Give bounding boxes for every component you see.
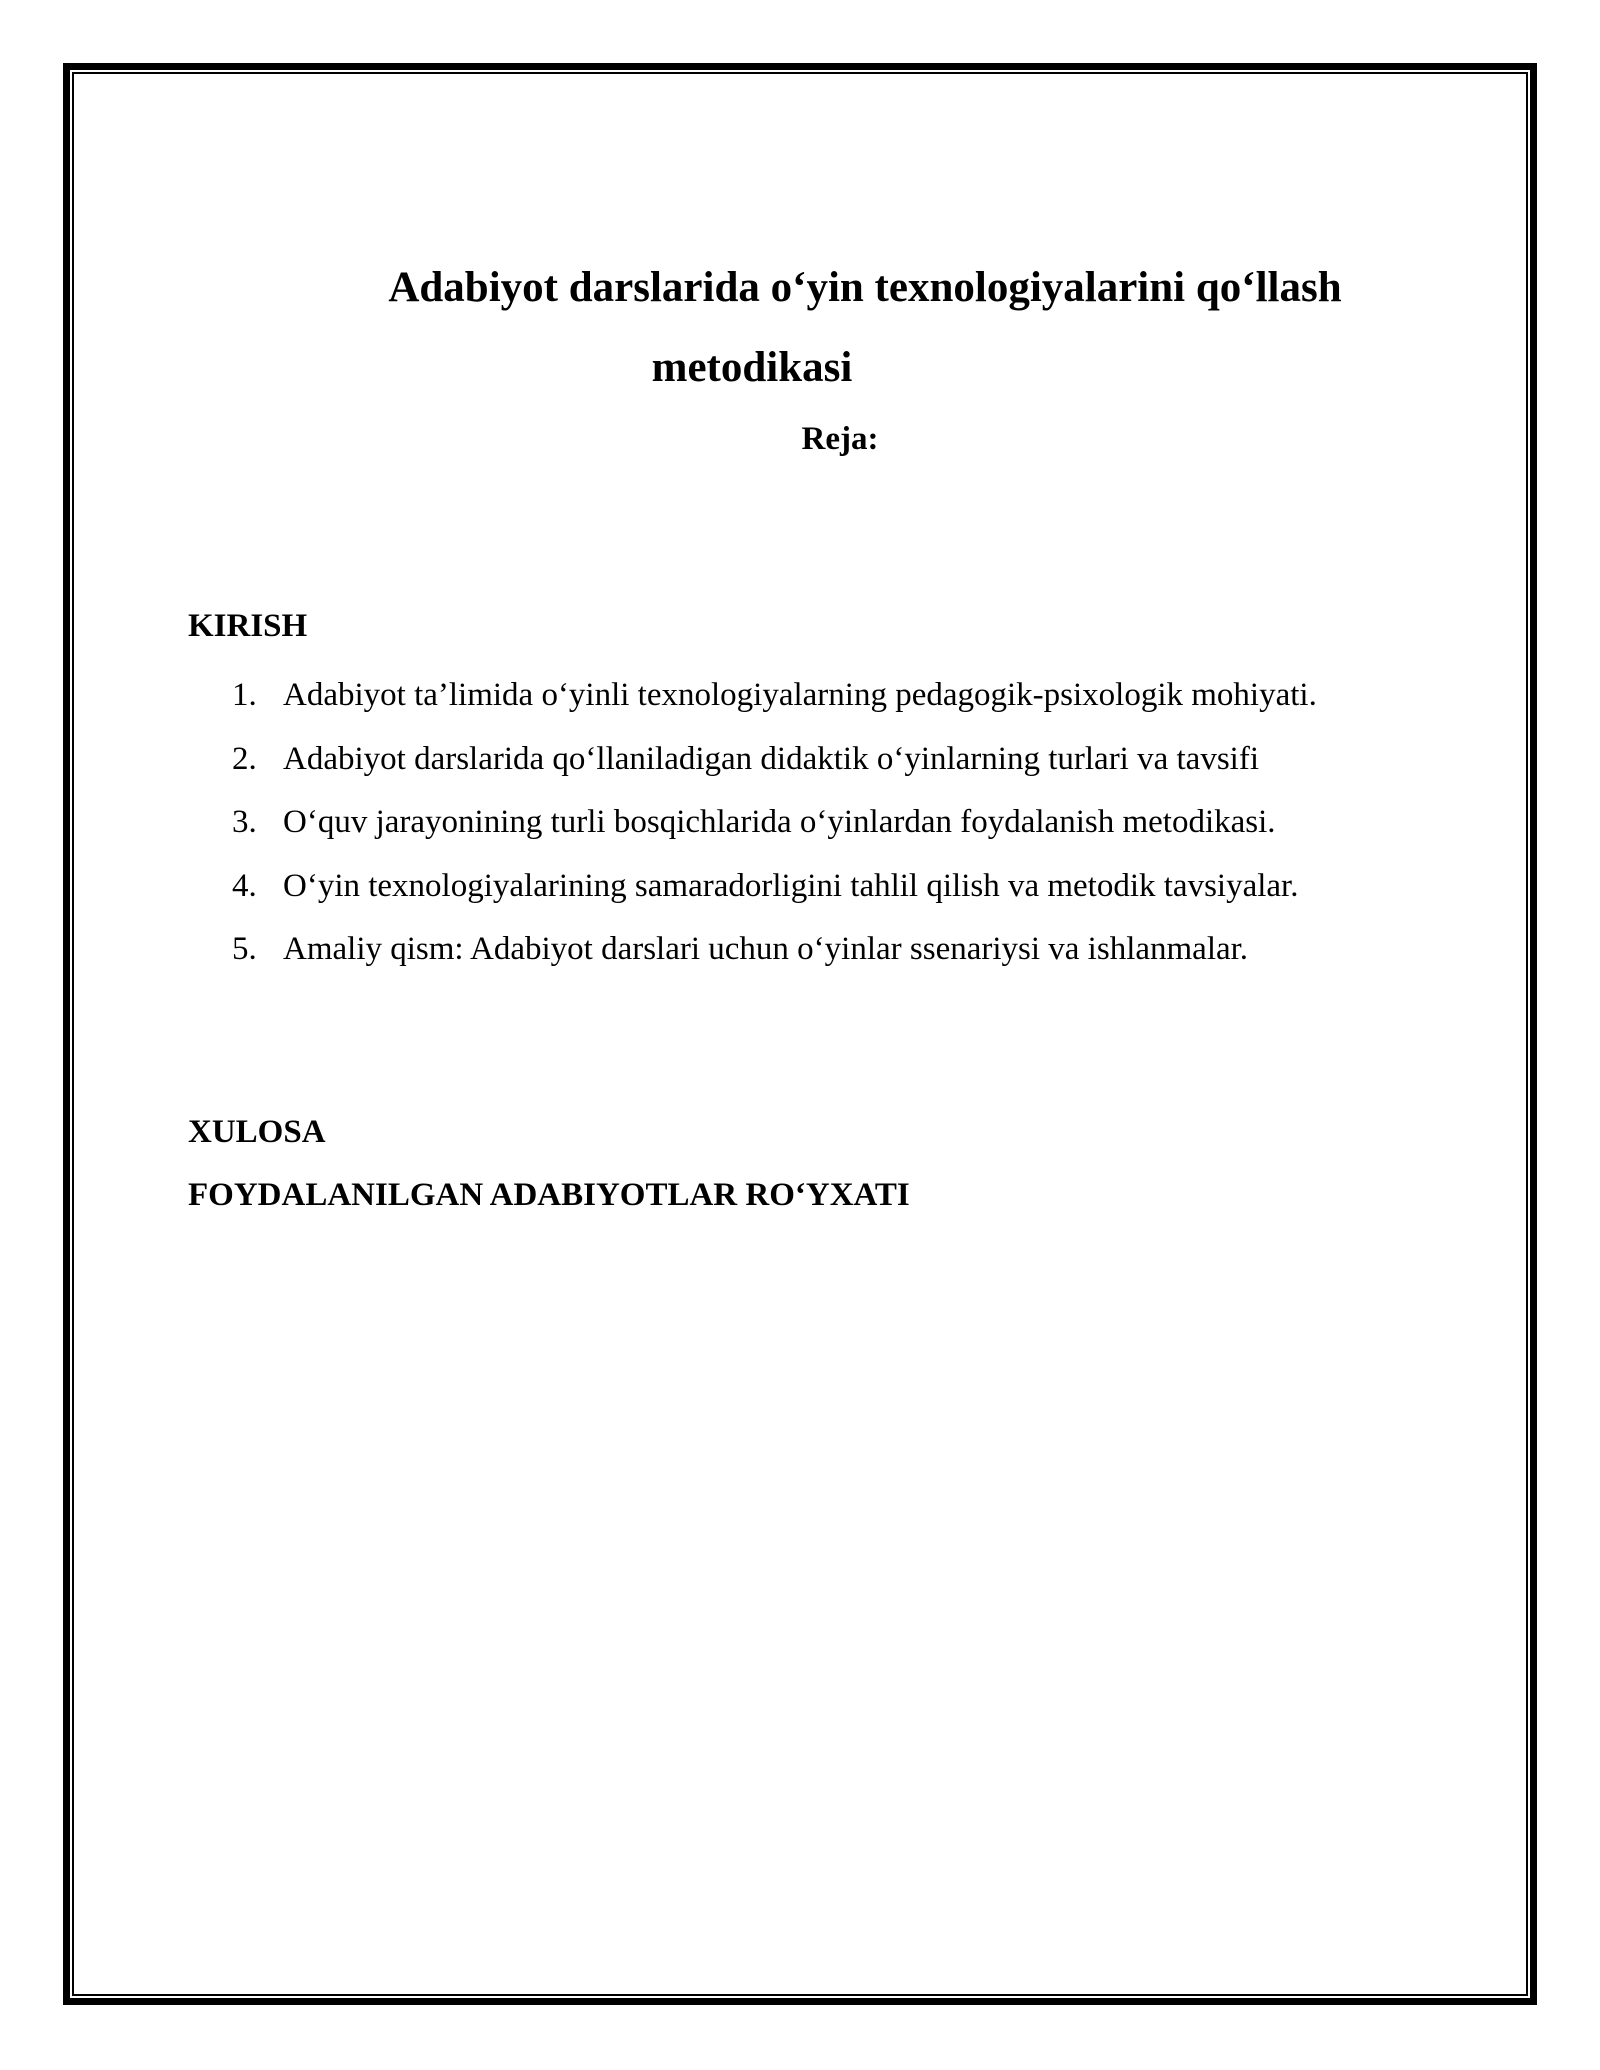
plan-label: Reja: xyxy=(801,421,879,457)
document-title-line-2: metodikasi xyxy=(651,344,853,391)
plan-list xyxy=(188,664,1403,982)
plan-item-text: Adabiyot ta’limida o‘yinli texnologiyalarning pedagogik-psixologik mohiyati. xyxy=(283,677,1317,713)
document-title xyxy=(190,248,1490,408)
plan-item-3 xyxy=(188,791,1403,855)
plan-item-text: Adabiyot darslarida qo‘llaniladigan didaktik o‘yinlarning turlari va tavsifi xyxy=(283,740,1259,777)
plan-item-text: O‘quv jarayonining turli bosqichlarida o‘yinlardan foydalanish metodikasi. xyxy=(283,804,1276,840)
plan-item-4 xyxy=(188,855,1403,919)
plan-item-number: 2. xyxy=(232,740,257,777)
plan-item-number: 4. xyxy=(232,867,257,904)
plan-item-1 xyxy=(188,664,1403,728)
intro-heading: KIRISH xyxy=(188,608,308,644)
references-heading: FOYDALANILGAN ADABIYOTLAR RO‘YXATI xyxy=(188,1177,910,1213)
conclusion-heading: XULOSA xyxy=(188,1114,326,1150)
plan-item-number: 1. xyxy=(232,677,257,713)
plan-item-5 xyxy=(188,918,1403,982)
plan-item-number: 5. xyxy=(232,931,257,967)
document-title-line-1: Adabiyot darslarida o‘yin texnologiyalarini qo‘llash xyxy=(388,264,1342,311)
plan-item-text: Amaliy qism: Adabiyot darslari uchun o‘yinlar ssenariysi va ishlanmalar. xyxy=(283,931,1249,967)
plan-item-2 xyxy=(188,728,1403,792)
plan-item-text: O‘yin texnologiyalarining samaradorligini tahlil qilish va metodik tavsiyalar. xyxy=(283,867,1299,904)
plan-item-number: 3. xyxy=(232,804,257,840)
